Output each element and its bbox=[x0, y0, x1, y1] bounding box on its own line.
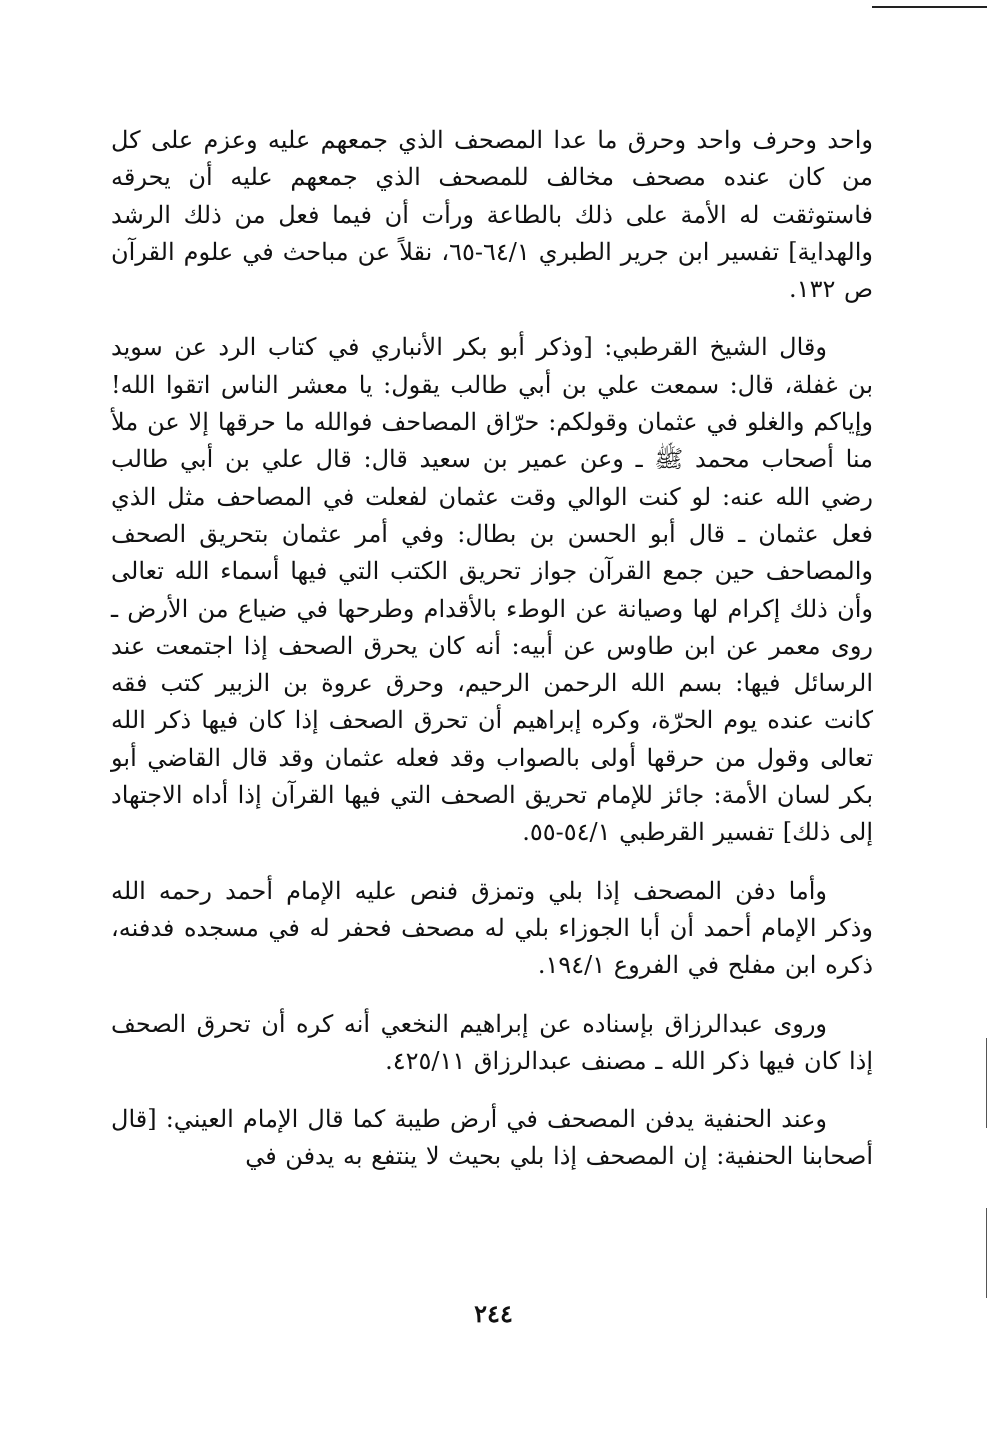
paragraph-4: وروى عبدالرزاق بإسناده عن إبراهيم النخعي أنه كره أن تحرق الصحف إذا كان فيها ذكر الله ـ مصنف عبدالرزاق ٤٢٥/١١. bbox=[111, 1009, 873, 1075]
paragraph-5: وعند الحنفية يدفن المصحف في أرض طيبة كما قال الإمام العيني: [قال أصحابنا الحنفية: إن المصحف إذا بلي بحيث لا ينتفع به يدفن في bbox=[111, 1105, 873, 1171]
paragraph-2: وقال الشيخ القرطبي: [وذكر أبو بكر الأنباري في كتاب الرد عن سويد بن غفلة، قال: سمعت علي بن أبي طالب يقول: يا معشر الناس اتقوا الله! وإياكم والغلو في عثمان وقولكم: حرّاق المصاحف فوالله ما حرقها إلا عن ملأ منا أصحاب محمد ﷺ ـ وعن عمير بن سعيد قال: قال علي بن أبي طالب رضي الله عنه: لو كنت الوالي وقت عثمان لفعلت في المصاحف مثل الذي فعل عثمان ـ قال أبو الحسن بن بطال: وفي أمر عثمان بتحريق الصحف والمصاحف حين جمع القرآن جواز تحريق الكتب التي فيها أسماء الله تعالى وأن ذلك إكرام لها وصيانة عن الوطء بالأقدام وطرحها في ضياع من الأرض ـ روى معمر عن ابن طاوس عن أبيه: أنه كان يحرق الصحف إذا اجتمعت عند الرسائل فيها: بسم الله الرحمن الرحيم، وحرق عروة بن الزبير كتب فقه كانت عنده يوم الحرّة، وكره إبراهيم أن تحرق الصحف إذا كان فيها ذكر الله تعالى وقول من حرقها أولى بالصواب وقد فعله عثمان وقد قال القاضي أبو بكر لسان الأمة: جائز للإمام تحريق الصحف التي فيها القرآن إذا أداه الاجتهاد إلى ذلك] تفسير القرطبي ٥٤/١-٥٥. bbox=[111, 333, 873, 847]
paragraph-3: وأما دفن المصحف إذا بلي وتمزق فنص عليه الإمام أحمد رحمه الله وذكر الإمام أحمد أن أبا الجوزاء بلي له مصحف فحفر له في مسجده فدفنه، ذكره ابن مفلح في الفروع ١٩٤/١. bbox=[111, 876, 873, 980]
top-rule bbox=[872, 6, 987, 8]
page-number: ٢٤٤ bbox=[474, 1299, 513, 1328]
page-body bbox=[111, 122, 873, 1197]
paragraph-1: واحد وحرف واحد وحرق ما عدا المصحف الذي جمعهم عليه وعزم على كل من كان عنده مصحف مخالف للمصحف الذي جمعهم عليه أن يحرقه فاستوثقت له الأمة على ذلك بالطاعة ورأت أن فيما فعل من ذلك الرشد والهداية] تفسير ابن جرير الطبري ٦٤/١-٦٥، نقلاً عن مباحث في علوم القرآن ص ١٣٢. bbox=[111, 126, 873, 304]
